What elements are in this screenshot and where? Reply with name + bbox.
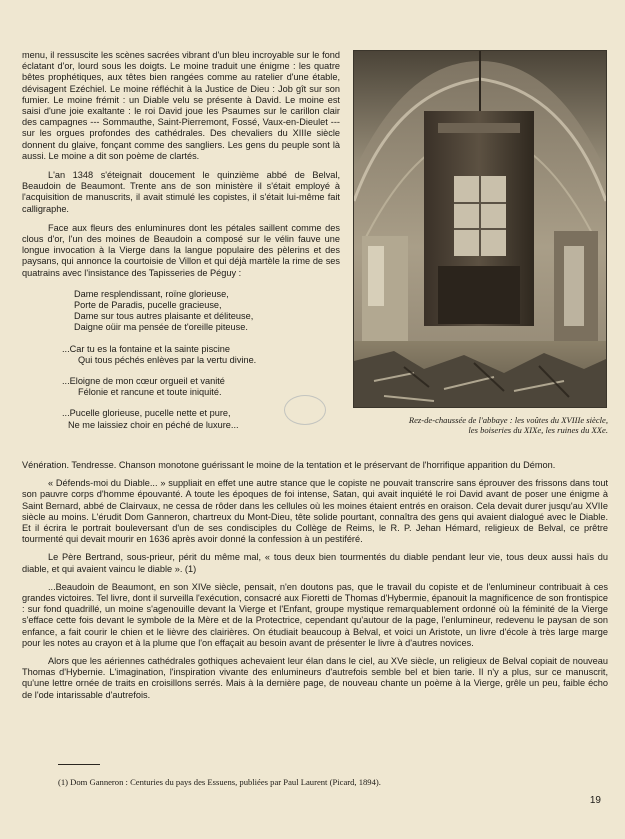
poem-line: Félonie et rancune et toute iniquité. <box>78 387 222 398</box>
poem-line: Ne me laissiez choir en péché de luxure... <box>68 419 239 430</box>
poem-line: Dame sur tous autres plaisante et déliteuse, <box>74 311 254 322</box>
poem-stanza-2 <box>22 344 340 366</box>
caption-line: les boiseries du XIXe, les ruines du XXe. <box>468 425 608 436</box>
figure-caption <box>353 415 608 436</box>
poem-line: Dame resplendissant, roïne glorieuse, <box>74 288 229 299</box>
paragraph-pere-bertrand: Le Père Bertrand, sous-prieur, périt du même mal, « tous deux bien tourmentés du diable pendant leur vie, tous deux aussi haïs du diable, et qui avaient vaincu le diable ». (1) <box>22 552 608 574</box>
paragraph-veneration: Vénération. Tendresse. Chanson monotone guérissant le moine de la tentation et le préservant de l'horrifique apparition du Démon. <box>22 460 556 470</box>
abbey-photograph <box>353 50 607 408</box>
poem-line: ...Pucelle glorieuse, pucelle nette et pure, <box>62 408 231 419</box>
footnote: (1) Dom Ganneron : Centuries du pays des Essuens, publiées par Paul Laurent (Picard, 1894). <box>58 777 381 787</box>
paragraph-beaudoin-victories: ...Beaudoin de Beaumont, en son XIVe siècle, pensait, n'en doutons pas, que le travail du copiste et de l'enlumineur contribuait à ces grandes victoires. Tel livre, dont il surveilla l'exécution, consacré aux Fioretti de Thomas d'Hybermie, épanouit la magnificence de son frontispice : sur fond quadrillé, un moine s'agenouille devant la Vierge et l'Enfant, groupe mystique remarquablement ordonné où la féminité de la Vierge s'efface cette fois devant le symbole de la Mère et de la Protectrice, cependant qu'autour de la page, l'enlumineur, redevenu le paysan de son enfance, a fait courir le chien et le lièvre des clairières. On étudiait beaucoup à Belval, et voici un Aristote, un livre d'école à très large marge pour les notes au crayon et à la plume que l'on effaçait au besoin avant de présenter le livre à d'autres novices. <box>22 581 608 648</box>
main-text <box>22 460 608 708</box>
paragraph-invocation: Face aux fleurs des enluminures dont les pétales saillent comme des clous d'or, l'un des moines de Beaudoin a composé sur le vélin fauve une longue invocation à la Vierge dans la langue populaire des pèlerins et des paysans, qui annonce la courtoisie de Villon et qui déjà martèle la rime de ses quatrains avec l'insistance des Tapisseries de Péguy : <box>22 222 340 278</box>
paragraph-abbot-beaudoin: L'an 1348 s'éteignait doucement le quinzième abbé de Belval, Beaudoin de Beaumont. Trente ans de son ministère il s'était employé à l'acquisition de manuscrits, il avait stimulé les copistes, il s'était lui-même fait calligraphe. <box>22 170 340 214</box>
abbey-interior-image <box>354 51 606 407</box>
paragraph-illumination: menu, il ressuscite les scènes sacrées vibrant d'un bleu incroyable sur le fond éclatant d'or, lourd sous les doigts. Le moine traduit une énigme : les quatre bêtes prophétiques, aux têtes bien rangées comme au ratelier d'une étable, dévisagent Ezéchiel. Le moine réfléchit à la Justice de Dieu : Job gît sur son fumier. Le moine frémit : un Diable velu se présente à David. Le moine est saisi d'une joie exaltante : le roi David joue les Psaumes sur le carillon clair des campagnes --- Sommauthe, Saint-Pierremont, Fossé, Vaux-en-Dieulet --- sur les orgues profondes des cathédrales. Des chevaliers du XIIIe siècle donnent du glaive, fonçant comme des sangliers. Les gens du peuple sont là aussi. Le moine a dit son poème de clartés. <box>22 50 340 161</box>
poem-stanza-3 <box>22 376 340 398</box>
library-stamp <box>284 395 326 425</box>
poem-stanza-1 <box>22 289 340 334</box>
poem-line: ...Eloigne de mon cœur orgueil et vanité <box>62 376 225 387</box>
caption-line: Rez-de-chaussée de l'abbaye : les voûtes du XVIIIe siècle, <box>408 415 608 425</box>
poem-line: ...Car tu es la fontaine et la sainte piscine <box>62 343 231 354</box>
paragraph-gothic-cathedrals: Alors que les aériennes cathédrales gothiques achevaient leur élan dans le ciel, au XVe siècle, un religieux de Belval copiait de nouveau Thomas d'Hybernie. L'imagination, l'inspiration vivante des enlumineurs d'autrefois semble bel et bien tarie. Il n'y a plus, sur ce manuscrit, qu'une lettre ornée de traits en croisillons serrés. Mais à la dernière page, de nouveau chante un poème à la Vierge, grêle un peu, faible écho de l'ode intarissable d'autrefois. <box>22 656 608 700</box>
left-column <box>22 50 340 441</box>
poem-line: Qui tous péchés enlèves par la vertu divine. <box>78 354 257 365</box>
poem-line: Daigne oüir ma pensée de t'oreille piteuse. <box>74 322 248 333</box>
page-number: 19 <box>589 795 601 806</box>
footnote-rule <box>58 764 100 765</box>
poem-line: Porte de Paradis, pucelle gracieuse, <box>74 300 222 311</box>
paragraph-devil: « Défends-moi du Diable... » suppliait en effet une autre stance que le copiste ne pouvait transcrire sans éprouver des frissons dans tout son pauvre corps d'homme épouvanté. A toute les époques de foi intense, Satan, qui avait inquiété le roi David avant de poser une énigme à Saint Bernard, abbé de Clairvaux, ne cessa de rôder dans les cellules où les moines étaient entrés en oraison. Cela devait durer jusqu'au XVIIe siècle au moins. L'érudit Dom Ganneron, chartreux du Mont-Dieu, tête solide pourtant, connaîtra des gens qui avaient dialogué avec le Diable. Et il écrira le portrait bouleversant d'un de ses condisciples du Collège de Reims, le R. P. Jehan Hémard, religieux de Belval, ce prêtre tourmenté qui devait mourir en 1636 après avoir donné la confession à un pestiféré. <box>22 478 608 545</box>
